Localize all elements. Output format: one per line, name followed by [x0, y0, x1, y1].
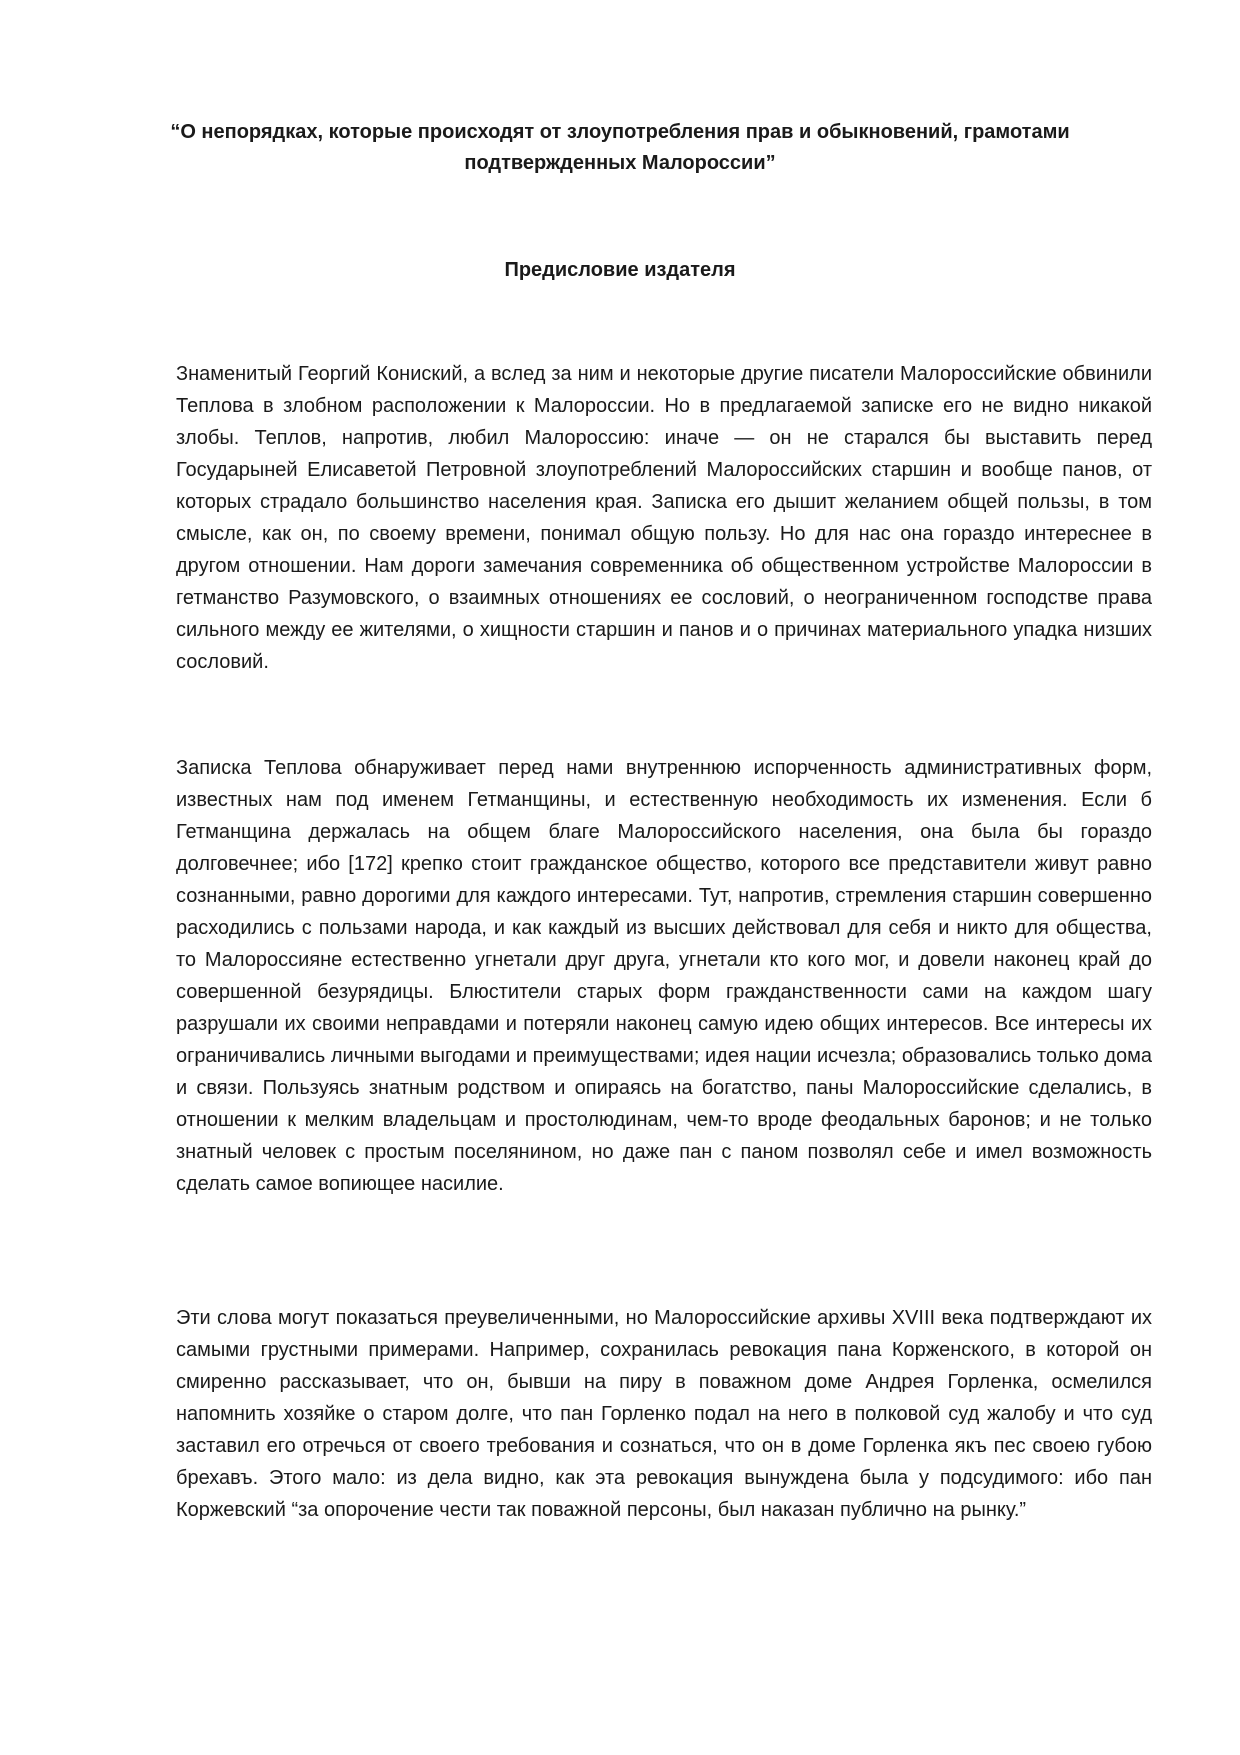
paragraph-2: Записка Теплова обнаруживает перед нами внутреннюю испорченность административных форм, известных нам под именем Гетманщины, и естественную необходимость их изменения. Если б Гетманщина держалась на общем благе Малороссийского населения, она была бы гораздо долговечнее; ибо [172] крепко стоит гражданское общество, которого все представители живут равно сознанными, равно дорогими для каждого интересами. Тут, напротив, стремления старшин совершенно расходились с пользами народа, и как каждый из высших действовал для себя и никто для общества, то Малороссияне естественно угнетали друг друга, угнетали кто кого мог, и довели наконец край до совершенной безурядицы. Блюстители старых форм гражданственности сами на каждом шагу разрушали их своими неправдами и потеряли наконец самую идею общих интересов. Все интересы их ограничивались личными выгодами и преимуществами; идея нации исчезла; образовались только дома и связи. Пользуясь знатным родством и опираясь на богатство, паны Малороссийские сделались, в отношении к мелким владельцам и простолюдинам, чем-то вроде феодальных баронов; и не только знатный человек с простым поселянином, но даже пан с паном позволял себе и имел возможность сделать самое вопиющее насилие. — [176, 757, 1152, 1195]
document-title: “О непорядках, которые происходят от злоупотребления прав и обыкновений, грамотами подтвержденных Малороссии” — [170, 121, 1070, 174]
paragraph-3: Эти слова могут показаться преувеличенными, но Малороссийские архивы XVIII века подтверждают их самыми грустными примерами. Например, сохранилась ревокация пана Корженского, в которой он смиренно рассказывает, что он, бывши на пиру в поважном доме Андрея Горленка, осмелился напомнить хозяйке о старом долге, что пан Горленко подал на него в полковой суд жалобу и что суд заставил его отречься от своего требования и сознаться, что он в доме Горленка якъ пес своею губою брехавъ. Этого мало: из дела видно, как эта ревокация вынуждена была у подсудимого: ибо пан Коржевский “за опорочение чести так поважной персоны, был наказан публично на рынку.” — [176, 1307, 1152, 1521]
paragraph-1: Знаменитый Георгий Кониский, а вслед за ним и некоторые другие писатели Малороссийские обвинили Теплова в злобном расположении к Малороссии. Но в предлагаемой записке его не видно никакой злобы. Теплов, напротив, любил Малороссию: иначе — он не старался бы выставить перед Государыней Елисаветой Петровной злоупотреблений Малороссийских старшин и вообще панов, от которых страдало большинство населения края. Записка его дышит желанием общей пользы, в том смысле, как он, по своему времени, понимал общую пользу. Но для нас она гораздо интереснее в другом отношении. Нам дороги замечания современника об общественном устройстве Малороссии в гетманство Разумовского, о взаимных отношениях ее сословий, о неограниченном господстве права сильного между ее жителями, о хищности старшин и панов и о причинах материального упадка низших сословий. — [176, 363, 1152, 673]
section-heading: Предисловие издателя — [504, 259, 736, 281]
